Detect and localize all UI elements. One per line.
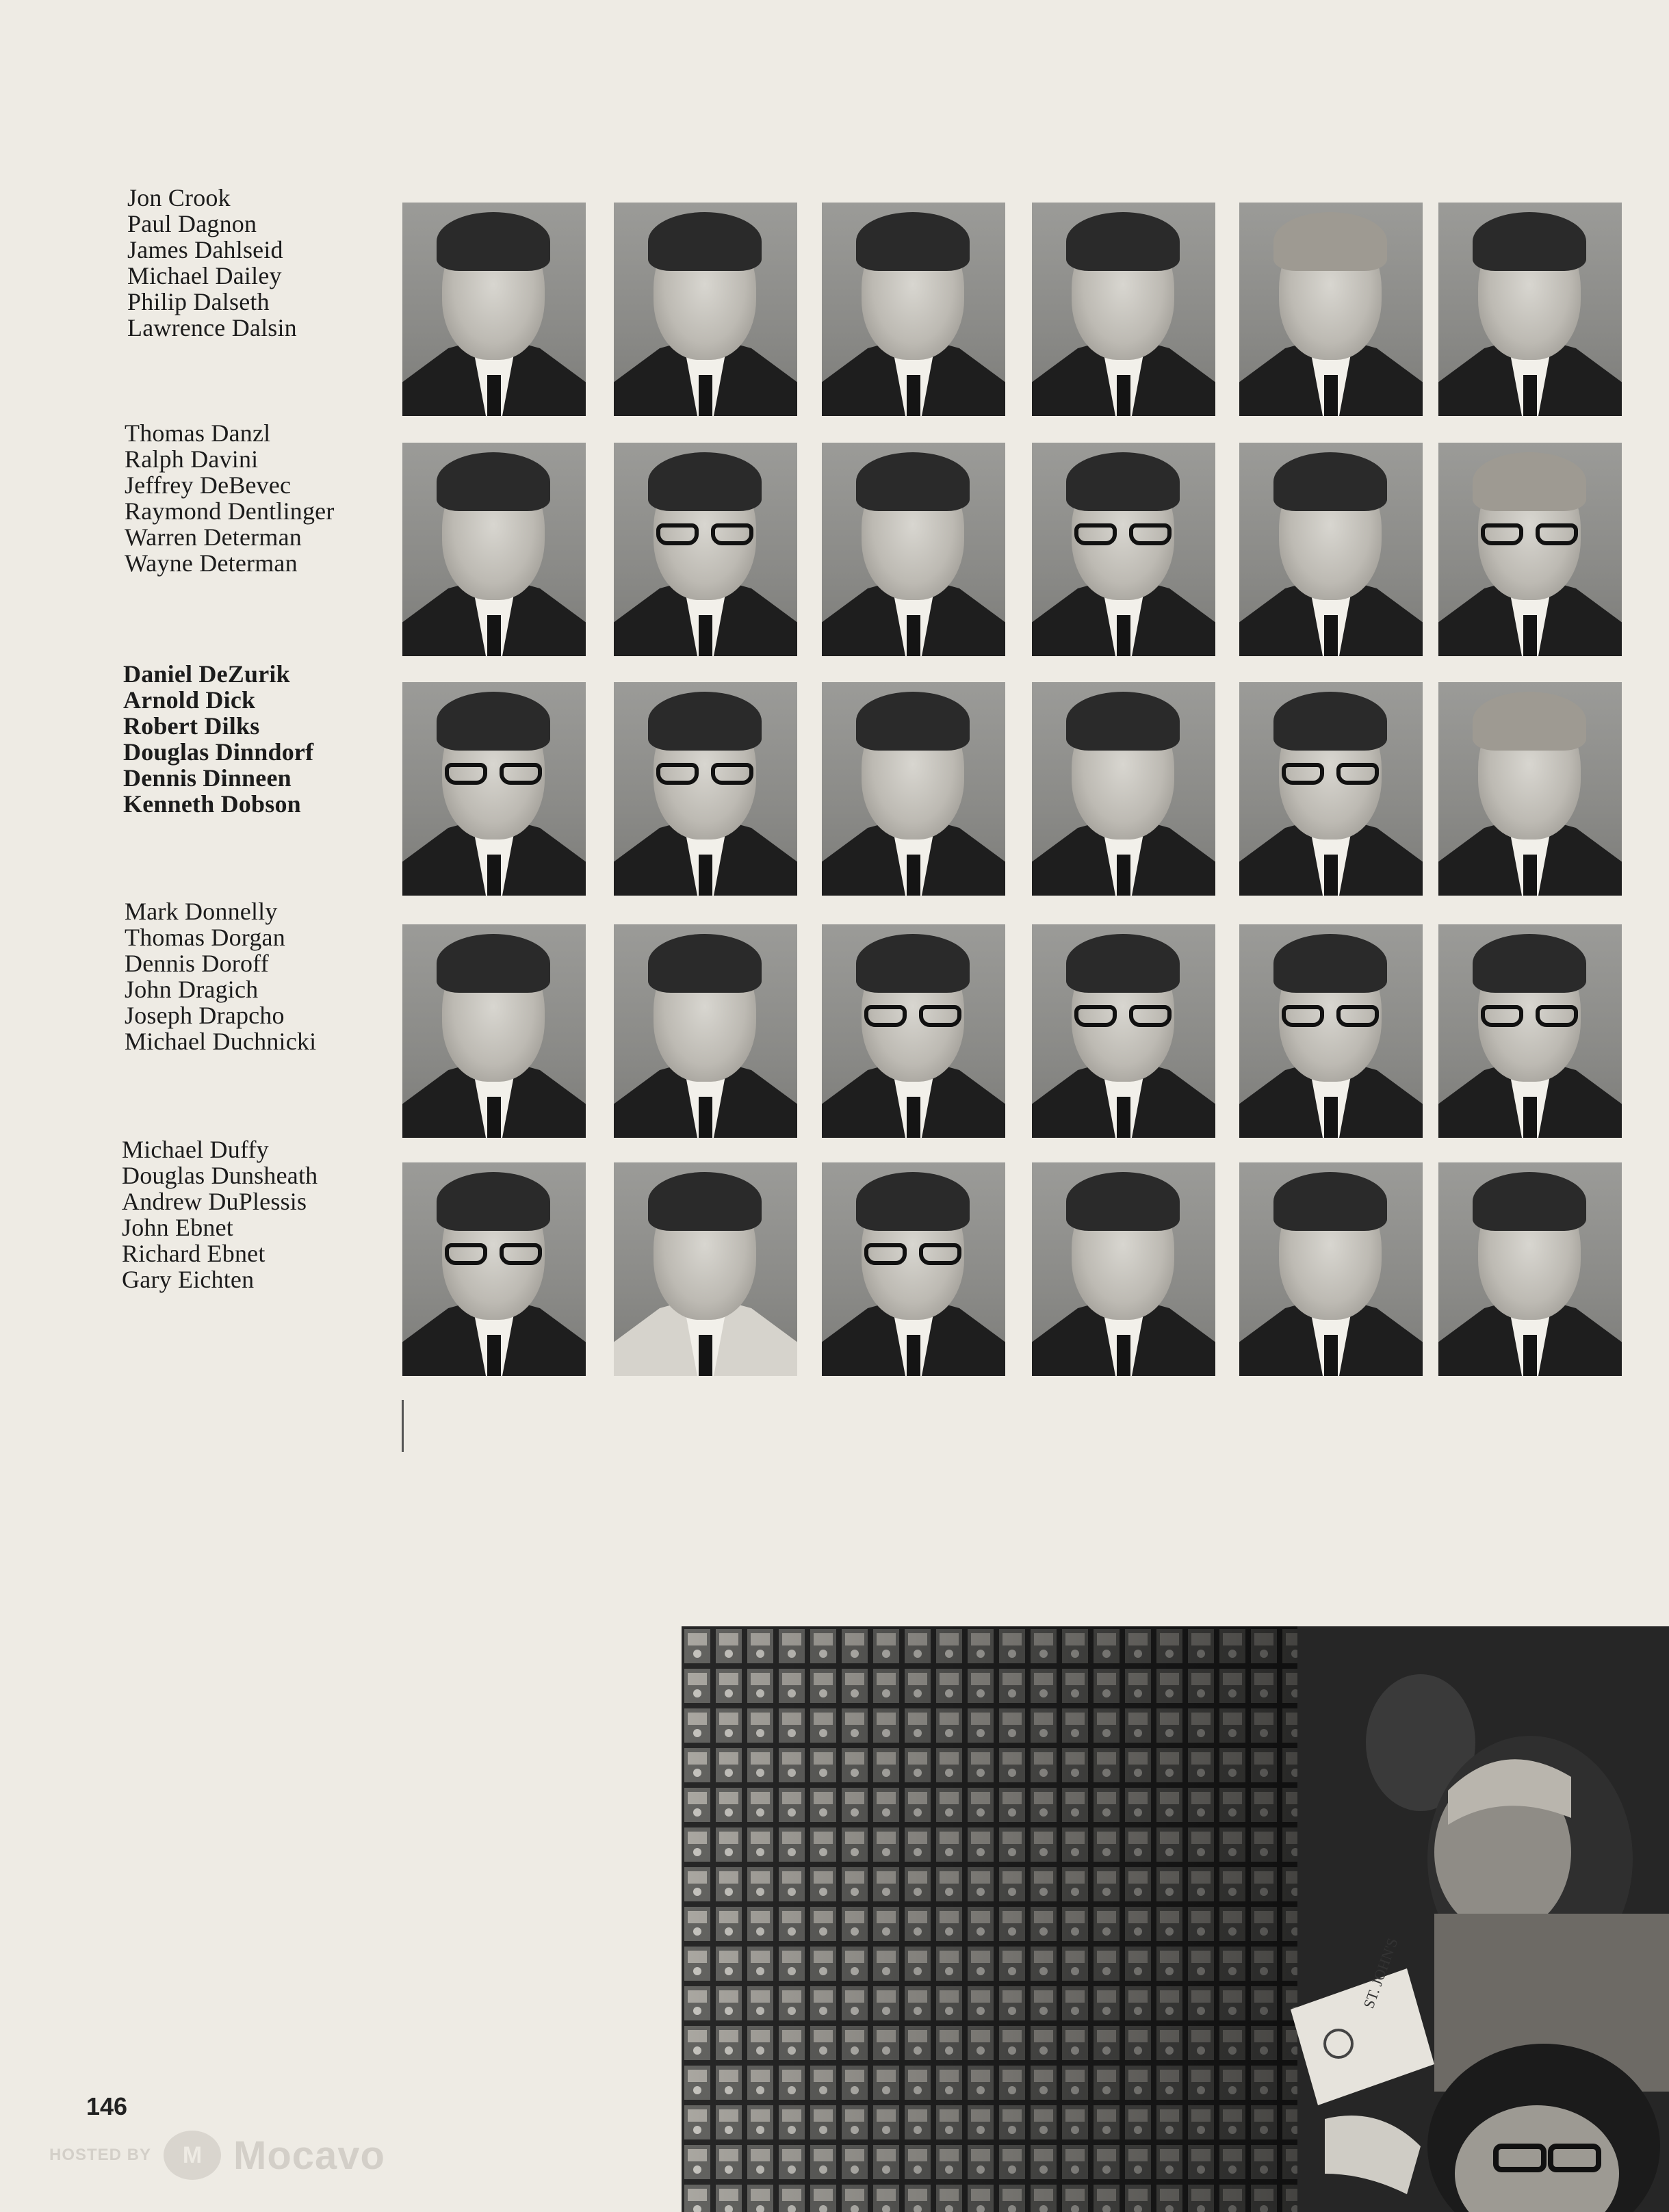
portrait-hair <box>1066 452 1180 511</box>
student-portrait <box>1239 924 1423 1138</box>
name-list-row-3 <box>123 661 411 817</box>
portrait-tie <box>1523 375 1537 416</box>
portrait-hair <box>856 1172 970 1231</box>
student-name: Michael Duffy <box>122 1136 269 1163</box>
eyeglasses-icon <box>445 1243 542 1266</box>
student-portrait <box>822 1162 1005 1376</box>
student-name: Andrew DuPlessis <box>122 1188 307 1215</box>
student-name: Dennis Dinneen <box>123 764 292 792</box>
portrait-hair <box>856 934 970 993</box>
portrait-tie <box>1117 1097 1130 1138</box>
student-name: Joseph Drapcho <box>125 1002 285 1029</box>
student-portrait <box>822 682 1005 896</box>
student-name: Dennis Doroff <box>125 950 269 977</box>
mailbox-photo <box>682 1626 1669 2212</box>
student-portrait <box>1438 443 1622 656</box>
student-name: Philip Dalseth <box>127 288 270 315</box>
portrait-tie <box>699 1097 712 1138</box>
mocavo-logo-icon: M <box>164 2131 221 2180</box>
portrait-tie <box>487 855 501 896</box>
student-name: Mark Donnelly <box>125 898 278 925</box>
student-name: Arnold Dick <box>123 686 256 714</box>
student-name: Michael Duchnicki <box>125 1028 317 1055</box>
student-name: Paul Dagnon <box>127 210 257 237</box>
student-portrait <box>1438 1162 1622 1376</box>
portrait-tie <box>1324 855 1338 896</box>
portrait-tie <box>1117 855 1130 896</box>
portrait-hair <box>1273 452 1387 511</box>
portrait-hair <box>1473 1172 1586 1231</box>
student-name: Lawrence Dalsin <box>127 314 297 341</box>
page-number: 146 <box>86 2092 128 2120</box>
eyeglasses-icon <box>864 1243 961 1266</box>
portrait-hair <box>648 212 762 271</box>
student-portrait <box>822 203 1005 416</box>
portrait-hair <box>1473 934 1586 993</box>
portrait-tie <box>1523 615 1537 656</box>
eyeglasses-icon <box>1282 1005 1379 1028</box>
portrait-hair <box>437 692 550 751</box>
student-name: Michael Dailey <box>127 262 282 289</box>
hosted-by-watermark <box>49 2128 385 2183</box>
name-list-row-1 <box>127 185 415 341</box>
portrait-hair <box>856 212 970 271</box>
portrait-tie <box>487 615 501 656</box>
portrait-hair <box>1273 692 1387 751</box>
eyeglasses-icon <box>445 763 542 786</box>
portrait-hair <box>648 452 762 511</box>
portrait-tie <box>487 1097 501 1138</box>
student-name: James Dahlseid <box>127 236 283 263</box>
portrait-hair <box>437 212 550 271</box>
portrait-tie <box>699 855 712 896</box>
student-portrait <box>614 682 797 896</box>
portrait-hair <box>437 934 550 993</box>
eyeglasses-icon <box>656 763 753 786</box>
student-portrait <box>1032 924 1215 1138</box>
student-portrait <box>402 1162 586 1376</box>
portrait-hair <box>437 1172 550 1231</box>
portrait-hair <box>1473 452 1586 511</box>
portrait-tie <box>907 1097 920 1138</box>
portrait-hair <box>856 452 970 511</box>
student-portrait <box>402 443 586 656</box>
portrait-tie <box>1117 615 1130 656</box>
portrait-hair <box>1473 692 1586 751</box>
booklet-text: ST. JOHN'S <box>1360 1936 1401 2011</box>
student-portrait <box>822 924 1005 1138</box>
portrait-hair <box>648 934 762 993</box>
portrait-tie <box>1324 1097 1338 1138</box>
student-portrait <box>1239 682 1423 896</box>
student-portrait <box>1032 443 1215 656</box>
portrait-hair <box>1473 212 1586 271</box>
student-portrait <box>614 924 797 1138</box>
portrait-tie <box>699 1335 712 1376</box>
student-portrait <box>1438 682 1622 896</box>
student-name: John Dragich <box>125 976 259 1003</box>
portrait-hair <box>648 692 762 751</box>
student-name: Gary Eichten <box>122 1266 255 1293</box>
student-portrait <box>402 203 586 416</box>
name-list-row-4 <box>125 898 412 1054</box>
vertical-rule <box>402 1400 404 1452</box>
student-portrait <box>614 1162 797 1376</box>
portrait-tie <box>699 615 712 656</box>
student-name: Warren Determan <box>125 523 302 551</box>
portrait-hair <box>1066 212 1180 271</box>
student-portrait <box>1239 203 1423 416</box>
portrait-tie <box>907 615 920 656</box>
student-portrait <box>1032 1162 1215 1376</box>
student-portrait <box>1438 203 1622 416</box>
watermark-hosted-text: HOSTED BY <box>49 2146 152 2164</box>
eyeglasses-icon <box>656 523 753 547</box>
portrait-hair <box>648 1172 762 1231</box>
student-portrait <box>614 203 797 416</box>
student-name: Robert Dilks <box>123 712 260 740</box>
student-portrait <box>1032 203 1215 416</box>
student-name: Raymond Dentlinger <box>125 497 335 525</box>
student-portrait <box>1239 1162 1423 1376</box>
student-name: Wayne Determan <box>125 549 298 577</box>
student-portrait <box>822 443 1005 656</box>
eyeglasses-icon <box>1282 763 1379 786</box>
name-list-row-2 <box>125 420 412 576</box>
portrait-tie <box>1117 1335 1130 1376</box>
portrait-tie <box>487 375 501 416</box>
portrait-hair <box>1273 934 1387 993</box>
eyeglasses-icon <box>1074 1005 1172 1028</box>
student-name: John Ebnet <box>122 1214 233 1241</box>
student-portrait <box>1438 924 1622 1138</box>
portrait-tie <box>907 375 920 416</box>
eyeglasses-icon <box>1481 1005 1578 1028</box>
portrait-hair <box>1066 692 1180 751</box>
student-name: Richard Ebnet <box>122 1240 266 1267</box>
student-portrait <box>402 924 586 1138</box>
student-portrait <box>402 682 586 896</box>
student-name: Thomas Danzl <box>125 419 271 447</box>
student-name: Douglas Dunsheath <box>122 1162 318 1189</box>
student-name: Kenneth Dobson <box>123 790 301 818</box>
portrait-tie <box>907 1335 920 1376</box>
eyeglasses-icon <box>864 1005 961 1028</box>
student-name: Jeffrey DeBevec <box>125 471 292 499</box>
student-name: Thomas Dorgan <box>125 924 285 951</box>
student-name: Jon Crook <box>127 184 231 211</box>
portrait-tie <box>1117 375 1130 416</box>
student-name: Douglas Dinndorf <box>123 738 314 766</box>
portrait-hair <box>1273 212 1387 271</box>
portrait-tie <box>1523 1097 1537 1138</box>
portrait-tie <box>699 375 712 416</box>
portrait-hair <box>1273 1172 1387 1231</box>
portrait-hair <box>437 452 550 511</box>
student-portrait <box>614 443 797 656</box>
portrait-hair <box>856 692 970 751</box>
portrait-tie <box>1324 1335 1338 1376</box>
portrait-tie <box>1324 375 1338 416</box>
portrait-tie <box>1523 1335 1537 1376</box>
portrait-tie <box>1523 855 1537 896</box>
portrait-tie <box>487 1335 501 1376</box>
student-name: Daniel DeZurik <box>123 660 290 688</box>
eyeglasses-icon <box>1481 523 1578 547</box>
student-portrait <box>1032 682 1215 896</box>
mailbox-photo-drawing <box>682 1626 1669 2212</box>
student-portrait <box>1239 443 1423 656</box>
watermark-brand-text: Mocavo <box>233 2133 385 2178</box>
portrait-hair <box>1066 934 1180 993</box>
eyeglasses-icon <box>1074 523 1172 547</box>
portrait-tie <box>1324 615 1338 656</box>
student-name: Ralph Davini <box>125 445 259 473</box>
portrait-tie <box>907 855 920 896</box>
name-list-row-5 <box>122 1136 409 1292</box>
portrait-hair <box>1066 1172 1180 1231</box>
